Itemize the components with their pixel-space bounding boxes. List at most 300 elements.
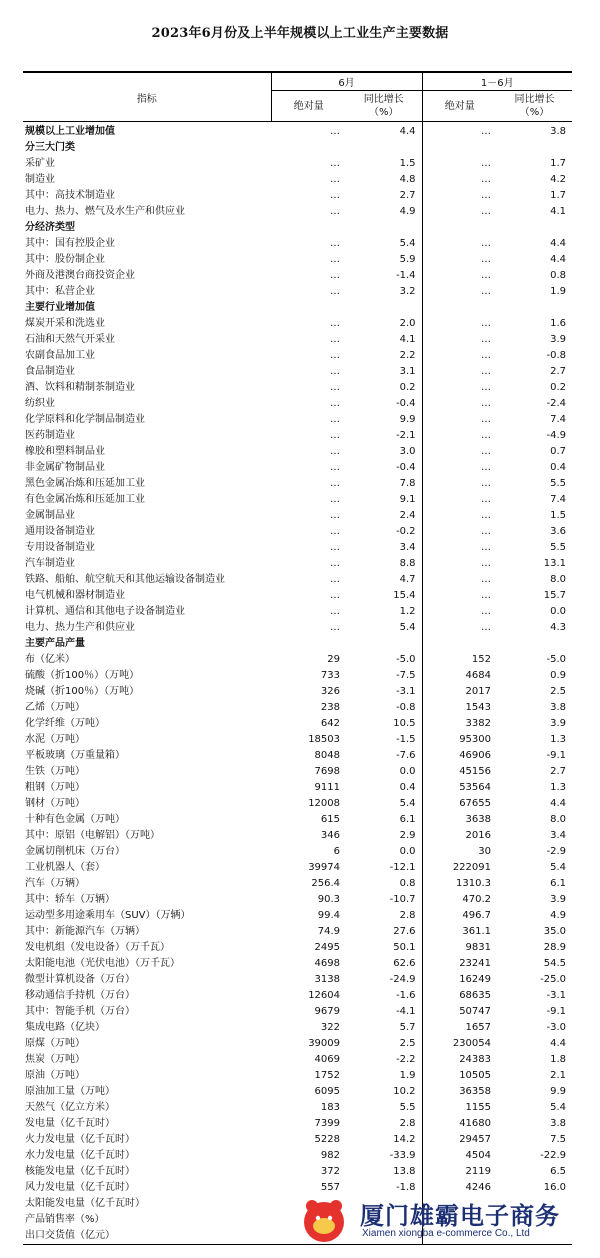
- h1-yoy-cell: 3.9: [550, 334, 567, 345]
- h1-absolute-cell: 53564: [459, 782, 491, 793]
- page-title: 2023年6月份及上半年规模以上工业生产主要数据: [151, 26, 449, 41]
- table-row: [23, 348, 572, 364]
- table-row: [23, 684, 572, 700]
- h1-absolute-cell: 23241: [459, 958, 491, 969]
- h1-absolute-cell: …: [481, 398, 491, 409]
- june-yoy-cell: 5.7: [346, 1020, 422, 1036]
- june-yoy-cell: 5.4: [346, 236, 422, 252]
- h1-absolute-cell: …: [481, 270, 491, 281]
- h1-yoy-cell: 28.9: [543, 942, 567, 953]
- june-absolute-cell: …: [330, 238, 340, 249]
- june-yoy-cell: 2.5: [346, 1036, 422, 1052]
- h1-yoy-cell: 1.7: [550, 158, 567, 169]
- june-absolute-cell: 4069: [314, 1054, 340, 1065]
- h1-yoy-cell: 4.4: [550, 1038, 567, 1049]
- june-yoy-cell: 2.8: [346, 1116, 422, 1132]
- june-yoy-cell: -3.1: [346, 684, 422, 700]
- june-yoy-cell: [346, 636, 422, 652]
- june-absolute-cell: …: [330, 446, 340, 457]
- h1-absolute-cell: …: [481, 174, 491, 185]
- june-absolute-cell: 4698: [314, 958, 340, 969]
- june-yoy-cell: -1.5: [346, 732, 422, 748]
- row-indicator-name: 电力、热力生产和供应业: [25, 622, 135, 633]
- june-absolute-cell: …: [330, 190, 340, 201]
- h1-yoy-cell: 5.5: [550, 478, 567, 489]
- june-absolute-cell: 256.4: [311, 878, 340, 889]
- june-yoy-cell: 1.9: [346, 1068, 422, 1084]
- h1-absolute-cell: [422, 636, 497, 652]
- june-absolute-cell: …: [330, 270, 340, 281]
- june-yoy-cell: 0.8: [346, 876, 422, 892]
- table-row: [23, 268, 572, 284]
- row-indicator-name: 钢材（万吨）: [25, 798, 85, 809]
- table-row: [23, 876, 572, 892]
- h1-yoy-cell: 7.4: [550, 494, 567, 505]
- table-row: [23, 956, 572, 972]
- june-yoy-cell: 0.4: [346, 780, 422, 796]
- row-indicator-name: 移动通信手持机（万台）: [25, 990, 135, 1001]
- h1-absolute-cell: 41680: [459, 1118, 491, 1129]
- june-yoy-cell: 4.8: [346, 172, 422, 188]
- row-indicator-name: 有色金属冶炼和压延加工业: [25, 494, 145, 505]
- h1-yoy-cell: 1.9: [550, 286, 567, 297]
- h1-yoy-cell: 0.0: [550, 606, 567, 617]
- row-indicator-name: 其中：国有控股企业: [25, 238, 115, 249]
- june-absolute-cell: 99.4: [317, 910, 340, 921]
- table-row: [23, 908, 572, 924]
- h1-absolute-cell: 16249: [459, 974, 491, 985]
- table-row: [23, 732, 572, 748]
- h1-yoy-cell: 2.1: [550, 1070, 567, 1081]
- june-yoy-cell: 9.1: [346, 492, 422, 508]
- h1-absolute-cell: …: [481, 558, 491, 569]
- june-yoy-cell: 3.0: [346, 444, 422, 460]
- h1-yoy-header: 同比增长 （%）: [497, 91, 572, 122]
- row-indicator-name: 酒、饮料和精制茶制造业: [25, 382, 135, 393]
- indicator-header: 指标: [23, 72, 271, 122]
- h1-yoy-cell: -22.9: [540, 1150, 567, 1161]
- june-absolute-cell: 183: [320, 1102, 340, 1113]
- table-row: [23, 636, 572, 652]
- table-row: [23, 172, 572, 188]
- h1-yoy-cell: 1.3: [550, 734, 567, 745]
- row-indicator-name: 农副食品加工业: [25, 350, 95, 361]
- june-yoy-cell: -4.1: [346, 1004, 422, 1020]
- june-absolute-cell: …: [330, 430, 340, 441]
- h1-absolute-cell: …: [481, 510, 491, 521]
- table-row: [23, 716, 572, 732]
- table-row: [23, 236, 572, 252]
- h1-absolute-cell: …: [481, 590, 491, 601]
- row-indicator-name: 外商及港澳台商投资企业: [25, 270, 135, 281]
- table-row: [23, 1004, 572, 1020]
- june-absolute-cell: 6: [333, 846, 340, 857]
- h1-absolute-cell: 9831: [465, 942, 491, 953]
- h1-absolute-cell: …: [481, 606, 491, 617]
- h1-yoy-cell: 4.3: [550, 622, 567, 633]
- h1-absolute-cell: 230054: [452, 1038, 491, 1049]
- june-absolute-cell: …: [330, 206, 340, 217]
- table-row: [23, 604, 572, 620]
- june-absolute-cell: [271, 636, 346, 652]
- h1-yoy-cell: 3.9: [550, 718, 567, 729]
- h1-yoy-cell: 8.0: [550, 574, 567, 585]
- table-row: [23, 1052, 572, 1068]
- june-yoy-cell: 50.1: [346, 940, 422, 956]
- h1-yoy-cell: 4.4: [550, 238, 567, 249]
- row-indicator-name: 分经济类型: [25, 222, 75, 233]
- h1-yoy-cell: -9.1: [546, 1006, 567, 1017]
- h1-yoy-cell: -2.4: [546, 398, 567, 409]
- h1-absolute-cell: [422, 140, 497, 156]
- row-indicator-name: 石油和天然气开采业: [25, 334, 115, 345]
- h1-yoy-cell: 0.4: [550, 462, 567, 473]
- table-row: [23, 988, 572, 1004]
- table-row: [23, 940, 572, 956]
- table-row: [23, 524, 572, 540]
- row-indicator-name: 橡胶和塑料制品业: [25, 446, 105, 457]
- june-yoy-cell: [346, 220, 422, 236]
- table-row: [23, 588, 572, 604]
- h1-yoy-cell: 5.4: [550, 1102, 567, 1113]
- table-row: [23, 972, 572, 988]
- h1-absolute-cell: 45156: [459, 766, 491, 777]
- h1-absolute-cell: 496.7: [462, 910, 491, 921]
- june-absolute-cell: 29: [327, 654, 340, 665]
- june-absolute-cell: …: [330, 462, 340, 473]
- june-absolute-cell: …: [330, 606, 340, 617]
- table-row: [23, 1132, 572, 1148]
- table-row: [23, 828, 572, 844]
- june-absolute-cell: 322: [320, 1022, 340, 1033]
- row-indicator-name: 金属切削机床（万台）: [25, 846, 125, 857]
- table-row: [23, 796, 572, 812]
- june-absolute-cell: 3138: [314, 974, 340, 985]
- h1-absolute-cell: 68635: [459, 990, 491, 1001]
- table-row: [23, 476, 572, 492]
- h1-yoy-cell: 0.7: [550, 446, 567, 457]
- row-indicator-name: 分三大门类: [25, 142, 75, 153]
- h1-absolute-cell: …: [481, 414, 491, 425]
- table-row: [23, 620, 572, 636]
- june-absolute-cell: 615: [320, 814, 340, 825]
- june-yoy-cell: 0.0: [346, 764, 422, 780]
- row-indicator-name: 主要行业增加值: [25, 302, 95, 313]
- table-row: [23, 1068, 572, 1084]
- june-absolute-cell: 642: [320, 718, 340, 729]
- row-indicator-name: 粗钢（万吨）: [25, 782, 85, 793]
- june-yoy-cell: 5.4: [346, 796, 422, 812]
- h1-yoy-cell: 4.9: [550, 910, 567, 921]
- june-absolute-cell: 8048: [314, 750, 340, 761]
- h1-yoy-cell: 0.9: [550, 670, 567, 681]
- h1-yoy-cell: -9.1: [546, 750, 567, 761]
- row-indicator-name: 煤炭开采和洗选业: [25, 318, 105, 329]
- h1-absolute-cell: 3382: [465, 718, 491, 729]
- june-yoy-cell: 1.5: [346, 156, 422, 172]
- table-row: [23, 1148, 572, 1164]
- june-yoy-cell: 0.0: [346, 844, 422, 860]
- table-row: [23, 300, 572, 316]
- h1-yoy-cell: 3.4: [550, 830, 567, 841]
- table-row: [23, 540, 572, 556]
- row-indicator-name: 铁路、船舶、航空航天和其他运输设备制造业: [25, 574, 225, 585]
- h1-absolute-cell: …: [481, 318, 491, 329]
- row-indicator-name: 核能发电量（亿千瓦时）: [25, 1166, 135, 1177]
- h1-yoy-cell: [497, 300, 572, 316]
- june-absolute-cell: …: [330, 126, 340, 137]
- row-indicator-name: 专用设备制造业: [25, 542, 95, 553]
- h1-absolute-cell: …: [481, 622, 491, 633]
- june-yoy-cell: 6.1: [346, 812, 422, 828]
- watermark-company-name: 厦门雄霸电子商务: [360, 1202, 560, 1230]
- table-row: [23, 460, 572, 476]
- row-indicator-name: 汽车（万辆）: [25, 878, 85, 889]
- h1-yoy-cell: 6.5: [550, 1166, 567, 1177]
- june-absolute-cell: …: [330, 622, 340, 633]
- row-indicator-name: 医药制造业: [25, 430, 75, 441]
- june-yoy-cell: 15.4: [346, 588, 422, 604]
- h1-yoy-cell: 0.2: [550, 382, 567, 393]
- june-absolute-cell: 7698: [314, 766, 340, 777]
- june-yoy-cell: 13.8: [346, 1164, 422, 1180]
- june-absolute-cell: 733: [320, 670, 340, 681]
- h1-yoy-cell: -5.0: [546, 654, 567, 665]
- june-yoy-cell: -0.8: [346, 700, 422, 716]
- h1-absolute-cell: 2119: [465, 1166, 491, 1177]
- h1-absolute-cell: 46906: [459, 750, 491, 761]
- row-indicator-name: 其中：高技术制造业: [25, 190, 115, 201]
- table-row: [23, 1020, 572, 1036]
- june-absolute-cell: …: [330, 350, 340, 361]
- h1-absolute-cell: 2017: [465, 686, 491, 697]
- june-yoy-cell: 2.7: [346, 188, 422, 204]
- table-row: [23, 844, 572, 860]
- h1-absolute-cell: 3638: [465, 814, 491, 825]
- row-indicator-name: 电气机械和器材制造业: [25, 590, 125, 601]
- h1-yoy-cell: 3.8: [550, 126, 567, 137]
- h1-absolute-cell: …: [481, 238, 491, 249]
- table-row: [23, 764, 572, 780]
- h1-absolute-cell: …: [481, 382, 491, 393]
- june-yoy-cell: -7.5: [346, 668, 422, 684]
- june-absolute-cell: …: [330, 382, 340, 393]
- watermark: [292, 1190, 592, 1252]
- h1-yoy-cell: 1.8: [550, 1054, 567, 1065]
- h1-absolute-cell: 470.2: [462, 894, 491, 905]
- table-row: [23, 508, 572, 524]
- h1-yoy-cell: 4.2: [550, 174, 567, 185]
- h1-absolute-cell: …: [481, 350, 491, 361]
- june-absolute-cell: …: [330, 510, 340, 521]
- june-absolute-cell: 9679: [314, 1006, 340, 1017]
- h1-absolute-cell: 36358: [459, 1086, 491, 1097]
- row-indicator-name: 太阳能发电量（亿千瓦时）: [25, 1198, 145, 1209]
- table-body: [23, 122, 572, 1245]
- june-absolute-cell: …: [330, 158, 340, 169]
- june-yoy-cell: 5.9: [346, 252, 422, 268]
- h1-yoy-cell: -3.1: [546, 990, 567, 1001]
- june-absolute-cell: …: [330, 558, 340, 569]
- table-row: [23, 316, 572, 332]
- h1-absolute-header: 绝对量: [422, 91, 497, 122]
- table-row: [23, 220, 572, 236]
- june-absolute-cell: …: [330, 366, 340, 377]
- june-yoy-cell: 9.9: [346, 412, 422, 428]
- row-indicator-name: 电力、热力、燃气及水生产和供应业: [25, 206, 185, 217]
- h1-yoy-cell: 16.0: [543, 1182, 567, 1193]
- june-yoy-cell: -0.2: [346, 524, 422, 540]
- table-row: [23, 444, 572, 460]
- june-absolute-cell: …: [330, 478, 340, 489]
- h1-yoy-cell: [497, 220, 572, 236]
- row-indicator-name: 布（亿米）: [25, 654, 75, 665]
- h1-yoy-cell: 3.9: [550, 894, 567, 905]
- h1-absolute-cell: 222091: [452, 862, 491, 873]
- table-row: [23, 396, 572, 412]
- h1-absolute-cell: 1543: [465, 702, 491, 713]
- june-yoy-cell: -2.1: [346, 428, 422, 444]
- row-indicator-name: 集成电路（亿块）: [25, 1022, 105, 1033]
- h1-yoy-cell: 35.0: [543, 926, 567, 937]
- watermark-company-english: Xiamen xiongba e-commerce Co., Ltd: [362, 1228, 530, 1239]
- row-indicator-name: 主要产品产量: [25, 638, 85, 649]
- row-indicator-name: 风力发电量（亿千瓦时）: [25, 1182, 135, 1193]
- june-absolute-cell: 7399: [314, 1118, 340, 1129]
- june-yoy-cell: 2.2: [346, 348, 422, 364]
- row-indicator-name: 生铁（万吨）: [25, 766, 85, 777]
- row-indicator-name: 平板玻璃（万重量箱）: [25, 750, 125, 761]
- row-indicator-name: 原油（万吨）: [25, 1070, 85, 1081]
- row-indicator-name: 太阳能电池（光伏电池）（万千瓦）: [25, 958, 180, 969]
- h1-yoy-cell: 3.8: [550, 1118, 567, 1129]
- h1-yoy-cell: 6.1: [550, 878, 567, 889]
- june-yoy-cell: 14.2: [346, 1132, 422, 1148]
- june-yoy-header: 同比增长 （%）: [346, 91, 422, 122]
- june-yoy-cell: 4.1: [346, 332, 422, 348]
- h1-absolute-cell: 4246: [465, 1182, 491, 1193]
- june-absolute-cell: 372: [320, 1166, 340, 1177]
- h1-yoy-cell: -3.0: [546, 1022, 567, 1033]
- h1-yoy-cell: 2.7: [550, 366, 567, 377]
- h1-yoy-cell: -4.9: [546, 430, 567, 441]
- june-absolute-header: 绝对量: [271, 91, 346, 122]
- h1-yoy-cell: 54.5: [543, 958, 567, 969]
- row-indicator-name: 规模以上工业增加值: [25, 126, 115, 137]
- h1-absolute-cell: …: [481, 430, 491, 441]
- june-yoy-cell: -1.6: [346, 988, 422, 1004]
- june-absolute-cell: …: [330, 318, 340, 329]
- june-yoy-cell: 8.8: [346, 556, 422, 572]
- june-yoy-cell: 3.2: [346, 284, 422, 300]
- h1-absolute-cell: …: [481, 286, 491, 297]
- h1-yoy-cell: 2.7: [550, 766, 567, 777]
- table-row: [23, 1116, 572, 1132]
- june-absolute-cell: …: [330, 414, 340, 425]
- june-yoy-cell: 4.7: [346, 572, 422, 588]
- june-yoy-cell: 5.5: [346, 1100, 422, 1116]
- table-row: [23, 652, 572, 668]
- row-indicator-name: 乙烯（万吨）: [25, 702, 85, 713]
- h1-absolute-cell: …: [481, 526, 491, 537]
- june-header: 6月: [271, 72, 422, 91]
- h1-absolute-cell: 4684: [465, 670, 491, 681]
- june-absolute-cell: 18503: [308, 734, 340, 745]
- h1-yoy-cell: 1.5: [550, 510, 567, 521]
- table-row: [23, 284, 572, 300]
- h1-absolute-cell: [422, 220, 497, 236]
- table-row: [23, 380, 572, 396]
- h1-yoy-cell: 1.3: [550, 782, 567, 793]
- june-yoy-cell: -0.4: [346, 396, 422, 412]
- table-row: [23, 748, 572, 764]
- june-yoy-cell: -0.4: [346, 460, 422, 476]
- row-indicator-name: 化学纤维（万吨）: [25, 718, 105, 729]
- row-indicator-name: 化学原料和化学制品制造业: [25, 414, 145, 425]
- table-row: [23, 924, 572, 940]
- h1-yoy-cell: 3.6: [550, 526, 567, 537]
- row-indicator-name: 原油加工量（万吨）: [25, 1086, 115, 1097]
- june-yoy-cell: 4.4: [346, 122, 422, 141]
- june-absolute-cell: …: [330, 590, 340, 601]
- june-absolute-cell: 9111: [314, 782, 340, 793]
- row-indicator-name: 水力发电量（亿千瓦时）: [25, 1150, 135, 1161]
- h1-absolute-cell: 1310.3: [456, 878, 491, 889]
- june-absolute-cell: …: [330, 286, 340, 297]
- june-absolute-cell: …: [330, 174, 340, 185]
- h1-header: 1－6月: [422, 72, 572, 91]
- june-absolute-cell: 982: [320, 1150, 340, 1161]
- row-indicator-name: 水泥（万吨）: [25, 734, 85, 745]
- table-row: [23, 156, 572, 172]
- june-absolute-cell: 90.3: [317, 894, 340, 905]
- june-yoy-cell: 2.0: [346, 316, 422, 332]
- june-yoy-cell: 27.6: [346, 924, 422, 940]
- table-row: [23, 1084, 572, 1100]
- june-yoy-cell: -24.9: [346, 972, 422, 988]
- june-absolute-cell: 557: [320, 1182, 340, 1193]
- row-indicator-name: 发电机组（发电设备）（万千瓦）: [25, 942, 170, 953]
- h1-yoy-cell: 7.4: [550, 414, 567, 425]
- h1-absolute-cell: 10505: [459, 1070, 491, 1081]
- june-yoy-cell: 3.1: [346, 364, 422, 380]
- june-absolute-cell: …: [330, 334, 340, 345]
- june-yoy-cell: -2.2: [346, 1052, 422, 1068]
- table-row: [23, 122, 572, 141]
- h1-yoy-cell: -2.9: [546, 846, 567, 857]
- h1-yoy-cell: 5.5: [550, 542, 567, 553]
- row-indicator-name: 通用设备制造业: [25, 526, 95, 537]
- table-row: [23, 572, 572, 588]
- h1-yoy-cell: 4.4: [550, 798, 567, 809]
- june-yoy-cell: -10.7: [346, 892, 422, 908]
- row-indicator-name: 食品制造业: [25, 366, 75, 377]
- row-indicator-name: 纺织业: [25, 398, 55, 409]
- row-indicator-name: 其中：智能手机（万台）: [25, 1006, 135, 1017]
- row-indicator-name: 制造业: [25, 174, 55, 185]
- h1-absolute-cell: 30: [478, 846, 491, 857]
- row-indicator-name: 焦炭（万吨）: [25, 1054, 85, 1065]
- h1-yoy-cell: 7.5: [550, 1134, 567, 1145]
- june-yoy-cell: 3.4: [346, 540, 422, 556]
- h1-absolute-cell: 24383: [459, 1054, 491, 1065]
- table-row: [23, 252, 572, 268]
- june-absolute-cell: 74.9: [317, 926, 340, 937]
- h1-yoy-cell: 8.0: [550, 814, 567, 825]
- table-row: [23, 492, 572, 508]
- h1-absolute-cell: …: [481, 446, 491, 457]
- june-absolute-cell: 5228: [314, 1134, 340, 1145]
